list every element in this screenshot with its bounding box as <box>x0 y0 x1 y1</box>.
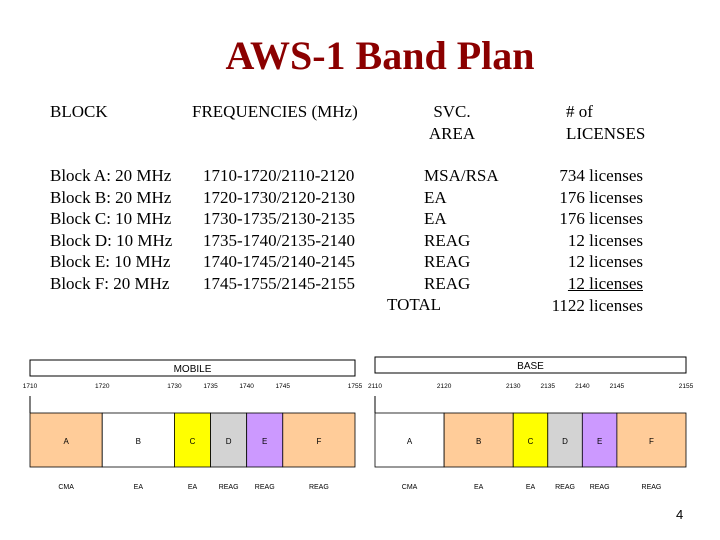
header-licenses-line1: # of <box>566 102 593 121</box>
block-row: Block A: 20 MHz <box>50 166 172 185</box>
frequency-row: 1740-1745/2140-2145 <box>203 252 356 272</box>
header-licenses-line2: LICENSES <box>566 124 646 143</box>
header-svc-area-line2: AREA <box>428 124 476 143</box>
frequency-row: 1710-1720/2110-2120 <box>203 166 355 185</box>
frequency-row: 1720-1730/2120-2130 <box>203 187 356 207</box>
licenses-row: 734 licenses <box>559 166 643 185</box>
mobile-block-label: D <box>225 437 232 446</box>
area-column <box>424 165 514 295</box>
base-band-group <box>368 357 694 491</box>
mobile-block-label: F <box>316 437 322 446</box>
block-row: Block F: 20 MHz <box>50 273 170 293</box>
header-frequencies: FREQUENCIES (MHz) <box>192 102 358 121</box>
base-block-label: E <box>596 437 603 446</box>
mobile-label: MOBILE <box>173 364 212 375</box>
base-tick-label: 2130 <box>505 383 521 390</box>
base-tick-label: 2145 <box>609 383 625 390</box>
base-block-label: F <box>648 437 654 446</box>
mobile-block-label: E <box>262 437 268 446</box>
mobile-area-label: REAG <box>218 484 239 491</box>
page-title: AWS-1 Band Plan <box>225 33 535 78</box>
licenses-row: 12 licenses <box>567 252 643 272</box>
block-row: Block E: 10 MHz <box>50 252 171 272</box>
area-row: EA <box>424 209 447 229</box>
block-column <box>50 165 172 295</box>
base-area-label: EA <box>525 484 536 491</box>
band-plan-diagram <box>0 345 720 515</box>
area-row: REAG <box>424 252 471 272</box>
header-svc-area <box>422 101 482 145</box>
mobile-block-label: A <box>63 437 69 446</box>
mobile-area-label: EA <box>133 484 144 491</box>
header-licenses <box>566 101 645 145</box>
mobile-area-label: REAG <box>308 484 329 491</box>
mobile-tick-label: 1755 <box>347 383 363 390</box>
licenses-row: 176 licenses <box>559 209 643 229</box>
licenses-row: 176 licenses <box>559 187 643 207</box>
base-block-label: B <box>475 437 482 446</box>
mobile-block-label: C <box>189 437 196 446</box>
base-label: BASE <box>517 361 544 372</box>
area-row: EA <box>424 187 447 207</box>
mobile-tick-label: 1730 <box>167 383 182 390</box>
mobile-tick-label: 1745 <box>275 383 291 390</box>
mobile-band-group <box>23 360 363 491</box>
base-tick-label: 2135 <box>540 383 556 390</box>
base-area-label: REAG <box>589 484 610 491</box>
mobile-area-label: EA <box>187 484 198 491</box>
base-block-label: D <box>562 437 568 446</box>
base-block-label: A <box>406 437 413 446</box>
base-area-label: REAG <box>641 484 662 491</box>
base-tick-label: 2110 <box>368 383 382 390</box>
mobile-area-label: CMA <box>58 484 74 491</box>
mobile-area-label: REAG <box>254 484 275 491</box>
block-row: Block B: 20 MHz <box>50 187 172 207</box>
block-row: Block D: 10 MHz <box>50 230 173 250</box>
header-svc-area-line1: SVC. <box>433 102 471 121</box>
page-number: 4 <box>676 507 684 522</box>
total-label: TOTAL <box>387 295 442 314</box>
licenses-row: 12 licenses <box>567 230 643 250</box>
mobile-block-label: B <box>135 437 142 446</box>
base-area-label: EA <box>473 484 484 491</box>
licenses-row: 12 licenses <box>567 273 643 293</box>
mobile-tick-label: 1710 <box>22 383 38 390</box>
base-tick-label: 2120 <box>436 383 452 390</box>
licenses-total: 1122 licenses <box>551 295 643 315</box>
base-block-label: C <box>527 437 534 446</box>
mobile-tick-label: 1720 <box>94 383 110 390</box>
area-row: REAG <box>424 273 471 293</box>
frequency-row: 1730-1735/2130-2135 <box>203 209 356 229</box>
base-area-label: REAG <box>555 484 575 491</box>
mobile-tick-label: 1735 <box>203 383 218 390</box>
licenses-column <box>520 165 643 316</box>
base-tick-label: 2140 <box>575 383 590 390</box>
mobile-tick-label: 1740 <box>239 383 254 390</box>
frequency-row: 1745-1755/2145-2155 <box>203 273 356 293</box>
frequency-column <box>203 165 355 295</box>
header-block: BLOCK <box>50 102 108 121</box>
base-area-label: CMA <box>401 484 418 491</box>
frequency-row: 1735-1740/2135-2140 <box>203 230 356 250</box>
block-row: Block C: 10 MHz <box>50 209 172 229</box>
area-row: MSA/RSA <box>424 166 499 185</box>
area-row: REAG <box>424 230 471 250</box>
base-tick-label: 2155 <box>678 383 694 390</box>
